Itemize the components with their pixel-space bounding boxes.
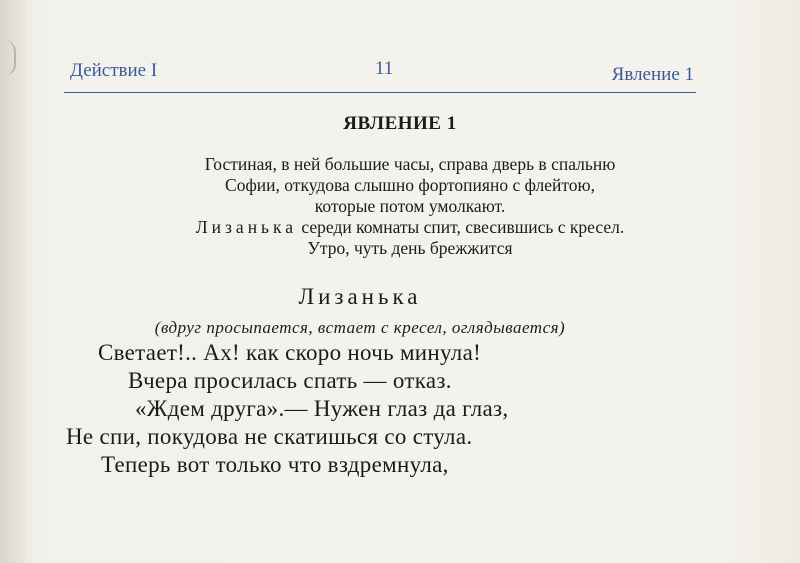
stage-direction-text: середи комнаты спит, свесившись с кресел. bbox=[297, 217, 625, 237]
header-rule bbox=[64, 92, 696, 93]
verse-line: Вчера просилась спать — отказ. bbox=[128, 368, 452, 393]
verse-line: Теперь вот только что вздремнула, bbox=[101, 452, 449, 477]
scene-title: ЯВЛЕНИЕ 1 bbox=[343, 113, 457, 134]
stage-direction bbox=[80, 154, 740, 259]
binding-hole bbox=[0, 40, 16, 76]
running-head-scene: Явление 1 bbox=[611, 64, 694, 85]
character-name: Лизанька bbox=[195, 217, 298, 237]
speaker-direction: (вдруг просыпается, встает с кресел, оглядывается) bbox=[154, 318, 566, 337]
verse-line: Не спи, покудова не скатишься со стула. bbox=[66, 424, 473, 449]
speaker-name: Лизанька bbox=[298, 284, 422, 309]
stage-direction-line: Гостиная, в ней большие часы, справа дверь в спальню bbox=[204, 154, 616, 174]
page-number: 11 bbox=[375, 58, 394, 79]
verse-line: «Ждем друга».— Нужен глаз да глаз, bbox=[135, 396, 509, 421]
page-binding bbox=[0, 0, 26, 563]
stage-direction-line: Утро, чуть день брежжится bbox=[307, 238, 513, 258]
running-head-act: Действие I bbox=[70, 60, 158, 81]
verse-line: Светает!.. Ах! как скоро ночь минула! bbox=[98, 340, 482, 365]
running-head bbox=[70, 56, 694, 90]
stage-direction-line: Софии, откудова слышно фортопияно с флейтою, bbox=[225, 175, 595, 195]
stage-direction-line bbox=[80, 217, 740, 238]
stage-direction-line: которые потом умолкают. bbox=[314, 196, 506, 216]
